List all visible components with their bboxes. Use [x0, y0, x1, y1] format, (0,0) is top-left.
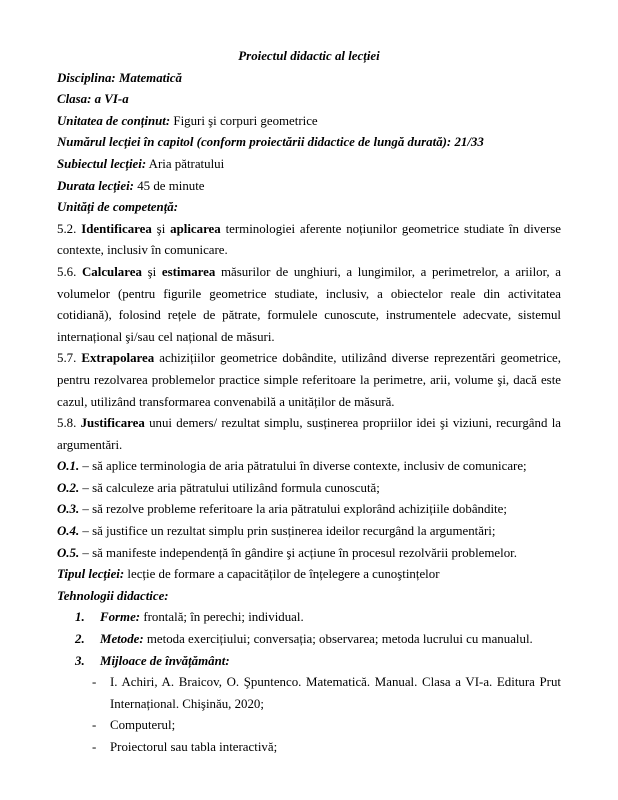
competency-keyword: Identificarea — [81, 221, 152, 236]
competency-5-8 — [57, 413, 561, 456]
competency-text: măsurilor de unghiuri, a lungimilor, a perimetrelor, a ariilor, a volumelor (pentru figurile geometrice studiate, inclusiv, a obiectelor reale din activitatea cotidiană), folosind rețele de pătrate, formulele cunoscute, instrumentele adecvate, sistemul internațional şi/sau cel național de măsuri. — [57, 264, 561, 344]
tech-item-forme — [57, 607, 561, 629]
tech-label: Mijloace de învățământ: — [100, 653, 230, 668]
tech-label: Metode: — [100, 632, 144, 647]
objective-text: – să rezolve probleme referitoare la aria pătratului explorând achizițiile dobândite; — [79, 502, 507, 517]
meta-unitati-competenta — [57, 197, 561, 219]
meta-durata — [57, 176, 561, 198]
meta-label: Durata lecției: — [57, 178, 134, 193]
meta-label: Clasa: — [57, 92, 92, 107]
meta-numarul-lectiei — [57, 132, 561, 154]
dash-marker: - — [92, 718, 97, 733]
meta-value: 21/33 — [451, 135, 484, 150]
dash-marker: - — [92, 675, 97, 690]
competency-keyword: estimarea — [161, 264, 216, 279]
meta-value: a VI-a — [91, 92, 129, 107]
competency-number: 5.6. — [57, 264, 82, 279]
meta-label: Subiectul lecției: — [57, 156, 147, 171]
meta-subiectul — [57, 154, 561, 176]
objective-id: O.2. — [57, 480, 80, 495]
objective-id: O.4. — [57, 524, 80, 539]
list-number: 1. — [75, 610, 85, 625]
competency-text: terminologiei aferente noțiunilor geometrice studiate în diverse contexte, inclusiv în comunicare. — [57, 221, 562, 258]
dash-marker: - — [92, 740, 97, 754]
competency-5-2: 5.2. Identificarea şi aplicarea terminologiei aferente noțiunilor geometrice studiate în diverse contexte, inclusiv în comunicare. — [57, 221, 562, 258]
competency-text: unui demers/ rezultat simplu, susținerea propriilor idei şi viziuni, recurgând la argumentări. — [57, 416, 561, 452]
competency-text: achizițiilor geometrice dobândite, utilizând diverse reprezentări geometrice, pentru rezolvarea problemelor practice simple referitoare la perimetre, arii, volume şi, dacă este cazul, utilizând transformarea convenabilă a unităților de măsură. — [57, 351, 562, 409]
objective-id: O.3. — [57, 502, 80, 517]
objective-text: – să calculeze aria pătratului utilizând formula cunoscută; — [79, 480, 380, 495]
tech-item-mijloace — [57, 651, 561, 673]
material-text: Computerul; — [110, 718, 176, 733]
tech-item-metode — [57, 629, 561, 651]
competency-5-7 — [57, 348, 561, 413]
material-item-proiector — [57, 737, 561, 759]
competency-keyword: Justificarea — [80, 416, 145, 431]
material-text: I. Achiri, A. Braicov, O. Şpuntenco. Matematică. Manual. Clasa a VI-a. Editura Prut Internațional. Chişinău, 2020; — [110, 675, 561, 711]
objective-text: – să aplice terminologia de aria pătratului în diverse contexte, inclusiv de comunicare; — [79, 459, 527, 474]
meta-value: Figuri şi corpuri geometrice — [170, 113, 318, 128]
page-title: Proiectul didactic al lecției — [238, 49, 380, 63]
competency-keyword: aplicarea — [170, 221, 221, 236]
meta-disciplina — [57, 68, 561, 90]
material-item-computer — [57, 715, 561, 737]
competency-keyword: Extrapolarea — [81, 351, 155, 366]
meta-value: Aria pătratului — [146, 156, 225, 171]
meta-value: 45 de minute — [133, 178, 205, 193]
meta-clasa — [57, 89, 561, 111]
tech-text: metoda exercițiului; conversația; observarea; metoda lucrului cu manualul. — [143, 632, 533, 647]
tech-text: frontală; în perechi; individual. — [140, 610, 304, 625]
meta-label: Unități de competență: — [57, 200, 179, 215]
competency-number: 5.7. — [57, 351, 82, 366]
objective-text: – să justifice un rezultat simplu prin susținerea ideilor recurgând la argumentări; — [79, 524, 496, 539]
meta-label: Unitatea de conținut: — [57, 113, 171, 128]
objective-id: O.5. — [57, 545, 80, 560]
lesson-type-value: lecție de formare a capacităților de înțelegere a cunoştințelor — [124, 567, 440, 582]
objective-o5 — [57, 543, 561, 565]
meta-value: Matematică — [115, 70, 182, 85]
objective-o2 — [57, 478, 561, 500]
objective-id: O.1. — [57, 459, 80, 474]
competency-keyword: Calcularea — [82, 264, 142, 279]
lesson-type — [57, 564, 561, 586]
objective-text: – să manifeste independență în gândire şi acțiune în procesul rezolvării problemelor. — [79, 545, 517, 560]
material-item-manual — [57, 672, 561, 715]
tech-label: Forme: — [100, 610, 141, 625]
list-number: 2. — [75, 632, 85, 647]
meta-label: Disciplina: — [57, 70, 116, 85]
objective-o3 — [57, 499, 561, 521]
objective-o4 — [57, 521, 561, 543]
list-number: 3. — [75, 653, 85, 668]
competency-number: 5.2. — [57, 221, 82, 236]
material-text: Proiectorul sau tabla interactivă; — [110, 740, 278, 754]
objective-o1 — [57, 456, 561, 478]
technologies-heading: Tehnologii didactice: — [57, 588, 169, 603]
lesson-type-label: Tipul lecției: — [57, 567, 125, 582]
competency-5-6: 5.6. Calcularea şi estimarea măsurilor de unghiuri, a lungimilor, a perimetrelor, a ariilor, a volumelor (pentru figurile geometrice studiate, inclusiv, a obiectelor reale din activitatea cotidiană), folosind rețele de pătrate, formulele cunoscute, instrumentele adecvate, sistemul internațional şi/sau cel național de măsuri. — [57, 264, 561, 344]
meta-label: Numărul lecției în capitol (conform proiectării didactice de lungă durată): — [57, 135, 452, 150]
meta-unitatea — [57, 111, 561, 133]
competency-number: 5.8. — [57, 416, 81, 431]
